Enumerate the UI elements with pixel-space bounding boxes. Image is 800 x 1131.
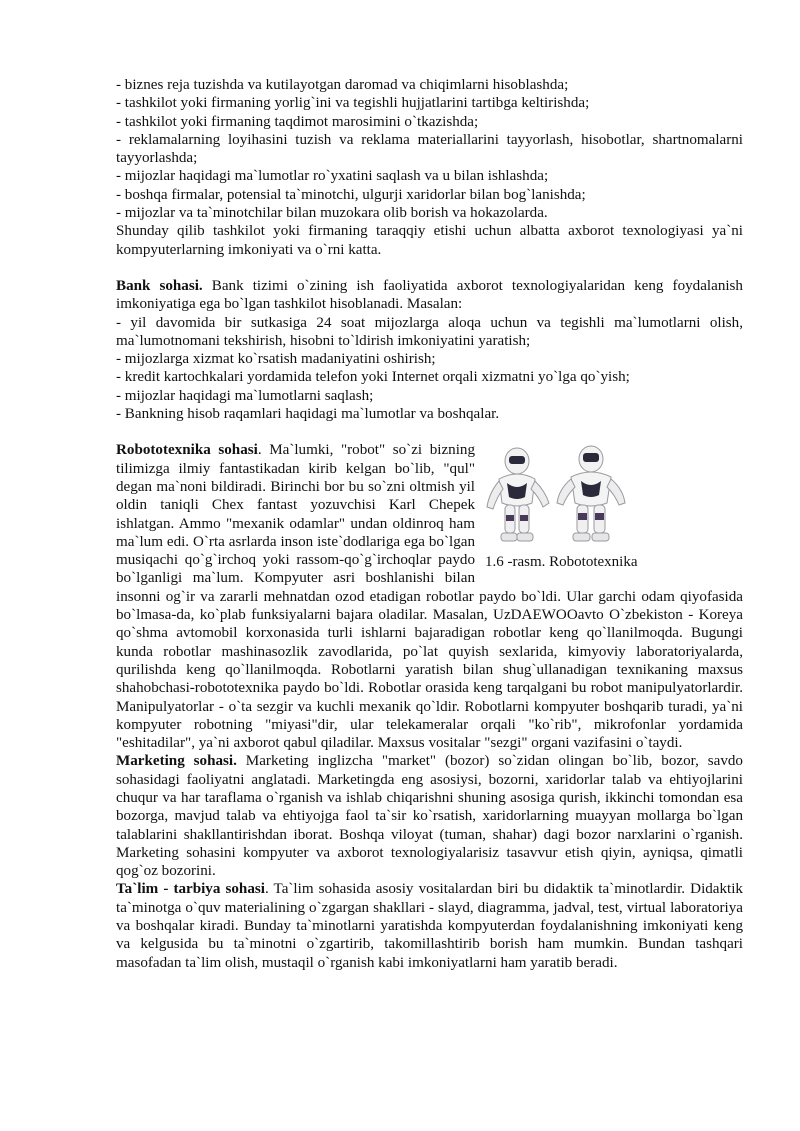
bank-intro: Bank tizimi o`zining ish faoliyatida axborot texnologiyalaridan keng foydalanish imkoniyatiga ega bo`lgan tashkilot hisoblanadi. Masalan: (116, 277, 743, 313)
figure-caption: 1.6 -rasm. Robototexnika (485, 554, 638, 571)
document-page (116, 76, 743, 972)
education-text: . Ta`lim sohasida asosiy vositalardan biri bu didaktik ta`minotlardir. Didaktik ta`minotga o`quv materialining o`zgargan shakllari - slayd, diagramma, jadval, test, virtual laboratoriya va boshqalar kiradi. Bunday ta`minotlarni yaratishda kompyuterdan foydalanishning imkoniyati keng va kelgusida bu ta`minotni o`zgartirib, takomillashtirib borish ham mumkin. Bundan tashqari masofadan ta`lim olish, mustaqil o`rganish kabi imkoniyatlarni ham yaratib beradi. (116, 881, 743, 971)
robotics-text: . Ma`lumki, "robot" so`zi bizning tilimizga ilmiy fantastikadan kirib kelgan bo`lib, "qul" degan ma`noni bildiradi. Birinchi bor bu so`zni oltmish yil oldin taniqli Chex fantast yozuvchisi Karl Chepek ishlatgan. Ammo "mexanik odamlar" undan oldinroq ham ma`lum edi. O`rta asrlarda inson iste`dodlariga ega bo`lgan musiqachi qo`g`irchoq yoki rassom-qo`g`irchoqlar paydo bo`lganligi ma`lum. Kompyuter asri boshlanishi bilan insonni og`ir va zararli mehnatdan ozod etadigan robotlar paydo bo`ldi. Ular garchi odam qiyofasida bo`lmasa-da, ko`plab funksiyalarni bajara oladilar. Masalan, UzDAEWOOavto O`zbekiston - Koreya qo`shma avtomobil korxonasida turli ishlarni bajaradigan robotlar keng qo`llanilmoqda. Bugungi kunda robotlar mashinasozlik zavodlarida, po`lat quyish sexlarida, kimyoviy laboratoriyalarda, qurilishda keng qo`llanilmoqda. Robotlarni yaratish bilan shug`ullanadigan texnikaning maxsus shahobchasi-robototexnika paydo bo`ldi. Robotlar orasida keng tarqalgani bu robot manipulyatorlardir. Manipulyatorlar - o`ta sezgir va kuchli mexanik qo`ldir. Robotlarni kompyuter boshqarib turadi, ya`ni kompyuter robotning "miyasi"dir, ular telekameralar orqali "ko`rib", mikrofonlar yordamida "eshitadilar", ya`ni axborot qabul qiladilar. Maxsus vositalar "sezgi" organi vazifasini o`taydi. (116, 442, 743, 752)
marketing-paragraph (116, 752, 743, 880)
list-item: - yil davomida bir sutkasiga 24 soat mijozlarga aloqa uchun va tegishli ma`lumotlarni olish, ma`lumotnomani tekshirish, hisobni to`ldirish imkoniyatini yaratish; (116, 314, 743, 349)
list-item: - mijozlarga xizmat ko`rsatish madaniyatini oshirish; (116, 351, 436, 368)
robot-figure (485, 441, 743, 571)
education-heading: Ta`lim - tarbiya sohasi (116, 881, 265, 898)
list-item: - boshqa firmalar, potensial ta`minotchi, ulgurji xaridorlar bilan bog`lanishda; (116, 186, 586, 203)
robotics-heading: Robototexnika sohasi (116, 442, 258, 459)
summary-paragraph: Shunday qilib tashkilot yoki firmaning taraqqiy etishi uchun albatta axborot texnologiyasi ya`ni kompyuterlarning imkoniyati va o`rni katta. (116, 223, 743, 258)
bank-paragraph (116, 277, 743, 314)
list-item: - mijozlar va ta`minotchilar bilan muzokara olib borish va hokazolarda. (116, 205, 548, 222)
list-item: - tashkilot yoki firmaning taqdimot marosimini o`tkazishda; (116, 113, 479, 130)
list-item: - Bankning hisob raqamlari haqidagi ma`lumotlar va boshqalar. (116, 406, 500, 423)
list-item: - mijozlar haqidagi ma`lumotlar ro`yxatini saqlash va u bilan ishlashda; (116, 168, 549, 185)
robot-image (485, 441, 743, 553)
robot-right-icon (557, 446, 625, 541)
education-paragraph (116, 880, 743, 971)
marketing-heading: Marketing sohasi. (116, 753, 237, 770)
list-item: - mijozlar haqidagi ma`lumotlarni saqlash; (116, 387, 374, 404)
list-item: - biznes reja tuzishda va kutilayotgan daromad va chiqimlarni hisoblashda; (116, 77, 569, 93)
list-item: - reklamalarning loyihasini tuzish va reklama materiallarini tayyorlash, hisobotlar, shartnomalarni tayyorlashda; (116, 131, 743, 167)
marketing-text: Marketing inglizcha "market" (bozor) so`zidan olingan bo`lib, bozor, savdo sohasidagi faoliyatni anglatadi. Marketingda eng asosiysi, bozorni, xaridorlar talab va ehtiyojlarini chuqur va har taraflama o`rganish va ishlab chiqarishni shuning asosiga qurish, ikkinchi tomondan esa bozorga, mavjud talab va ehtiyojga faol ta`sir ko`rsatish, xaridorlarning muayyan mollarga bo`lgan talablarini shakllantirishdan iborat. Boshqa viloyat (tuman, shahar) dagi bozor narxlarini o`rganish. Marketing sohasini kompyuter va axborot texnologiyalarisiz tasavvur etish qiyin, ayniqsa, qimatli qog`oz bozorini. (116, 753, 743, 880)
list-item: - kredit kartochkalari yordamida telefon yoki Internet orqali xizmatni yo`lga qo`yish; (116, 369, 630, 386)
list-item: - tashkilot yoki firmaning yorlig`ini va tegishli hujjatlarini tartibga keltirishda; (116, 95, 590, 112)
bank-heading: Bank sohasi. (116, 277, 203, 294)
robot-left-icon (487, 448, 549, 541)
robotics-section (116, 441, 743, 752)
